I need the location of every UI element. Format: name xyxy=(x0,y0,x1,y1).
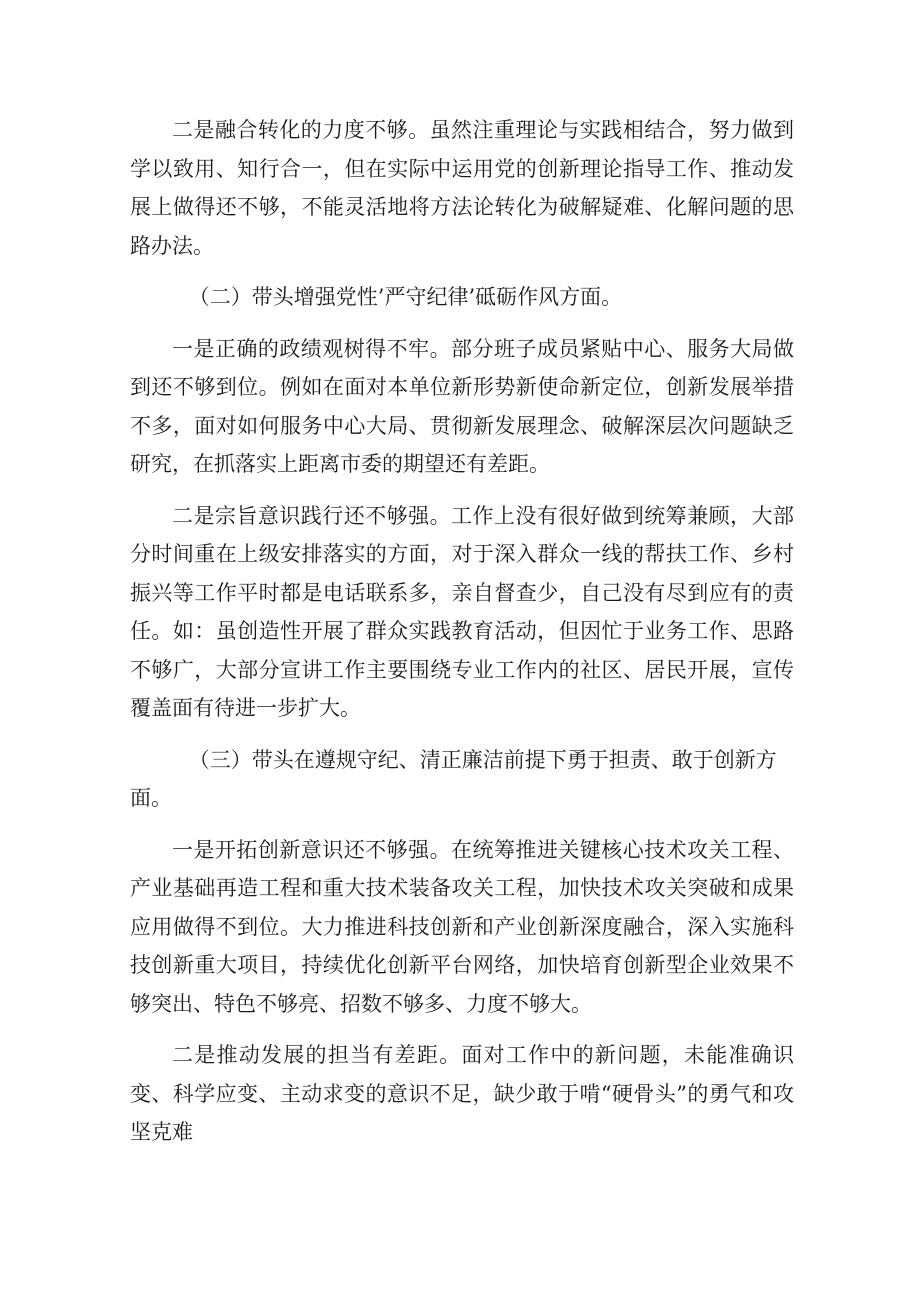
paragraph-development-responsibility: 二是推动发展的担当有差距。面对工作中的新问题，未能准确识变、科学应变、主动求变的意识不足，缺少敢于啃“硬骨头”的勇气和攻坚克难 xyxy=(130,1043,794,1144)
paragraph-purpose-awareness: 二是宗旨意识践行还不够强。工作上没有很好做到统筹兼顾，大部分时间重在上级安排落实的方面，对于深入群众一线的帮扶工作、乡村振兴等工作平时都是电话联系多，亲自督查少，自己没有尽到应有的责任。如：虽创造性开展了群众实践教育活动，但因忙于业务工作、思路不够广，大部分宣讲工作主要围绕专业工作内的社区、居民开展，宣传覆盖面有待进一步扩大。 xyxy=(130,503,794,720)
document-body xyxy=(130,111,794,1165)
paragraph-performance-view: 一是正确的政绩观树得不牢。部分班子成员紧贴中心、服务大局做到还不够到位。例如在面对本单位新形势新使命新定位，创新发展举措不多，面对如何服务中心大局、贯彻新发展理念、破解深层次问题缺乏研究，在抓落实上距离市委的期望还有差距。 xyxy=(130,336,794,476)
section-heading-2: （二）带头增强党性’严守纪律’砥砺作风方面。 xyxy=(188,285,623,309)
paragraph-innovation-awareness: 一是开拓创新意识还不够强。在统筹推进关键核心技术攻关工程、产业基础再造工程和重大技术装备攻关工程，加快技术攻关突破和成果应用做得不到位。大力推进科技创新和产业创新深度融合，深入实施科技创新重大项目，持续优化创新平台网络，加快培育创新型企业效果不够突出、特色不够亮、招数不够多、力度不够大。 xyxy=(130,837,794,1016)
section-heading-3: （三）带头在遵规守纪、清正廉洁前提下勇于担责、敢于创新方面。 xyxy=(130,747,777,810)
paragraph-integration-conversion: 二是融合转化的力度不够。虽然注重理论与实践相结合，努力做到学以致用、知行合一，但在实际中运用党的创新理论指导工作、推动发展上做得还不够，不能灵活地将方法论转化为破解疑难、化解问题的思路办法。 xyxy=(130,118,794,258)
